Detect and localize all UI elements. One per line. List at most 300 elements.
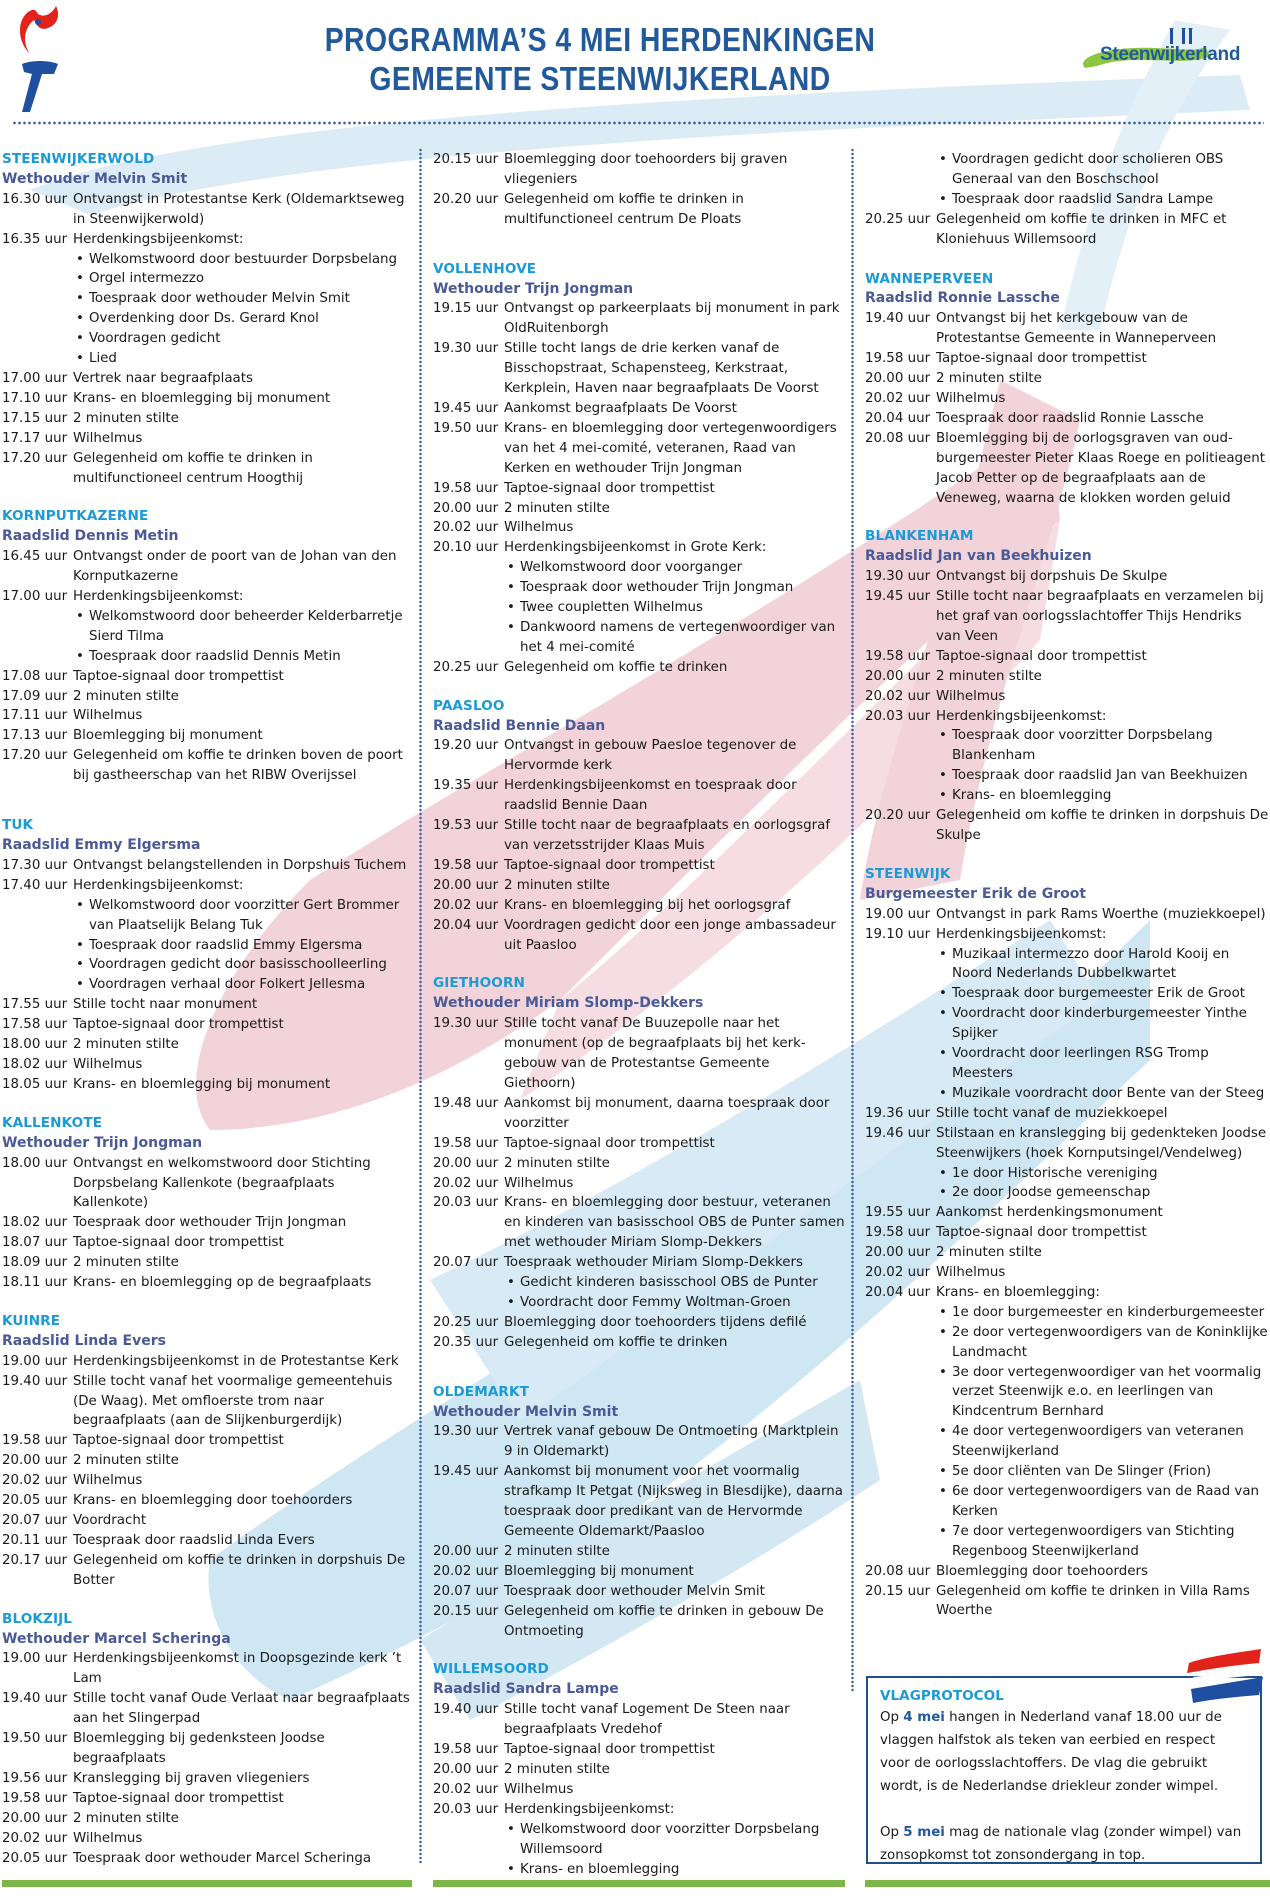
time: 20.35 uur: [433, 1334, 499, 1350]
official-heading: Raadslid Emmy Elgersma: [2, 837, 201, 853]
time: 18.07 uur: [2, 1235, 68, 1251]
bullet-item: • Lied: [73, 349, 412, 369]
program-row: [2, 1491, 412, 1511]
program-row: [433, 190, 845, 230]
description: Wilhelmus: [73, 430, 143, 446]
program-row: [865, 707, 1270, 807]
time: 19.56 uur: [2, 1770, 68, 1786]
bullet-item: • Krans- en bloemlegging: [504, 1860, 845, 1880]
program-row: [433, 518, 845, 538]
time: 20.15 uur: [433, 1603, 499, 1619]
bullet-item: • Welkomstwoord door voorganger: [504, 558, 845, 578]
program-tuk: [2, 816, 412, 1095]
time: 20.03 uur: [433, 1801, 499, 1817]
description: Wilhelmus: [936, 1265, 1006, 1281]
bullet-item: • Voordracht door Femmy Woltman-Groen: [504, 1293, 845, 1313]
bullet-list: [504, 558, 845, 658]
time: 20.04 uur: [865, 1284, 931, 1300]
description: Ontvangst op parkeerplaats bij monument in park OldRuitenborgh: [504, 301, 840, 337]
time: 19.30 uur: [433, 1424, 499, 1440]
program-row: [865, 389, 1270, 409]
bullet-list: [504, 1820, 845, 1880]
time: 19.48 uur: [433, 1095, 499, 1111]
time: 19.40 uur: [2, 1373, 68, 1389]
time: 19.20 uur: [433, 738, 499, 754]
time: 16.35 uur: [2, 231, 68, 247]
description: Bloemlegging bij monument: [73, 728, 263, 744]
time: 18.05 uur: [2, 1076, 68, 1092]
time: 20.07 uur: [2, 1513, 68, 1528]
program-row: [433, 1134, 845, 1154]
program-row: [433, 916, 845, 956]
bullet-item: • Overdenking door Ds. Gerard Knol: [73, 309, 412, 329]
program-row: [2, 726, 412, 746]
program-row: [865, 1243, 1270, 1263]
description: 2 minuten stilte: [73, 1037, 179, 1053]
description: Aankomst begraafplaats De Voorst: [504, 400, 737, 416]
bullet-item: • 5e door cliënten van De Slinger (Frion): [936, 1462, 1270, 1482]
time: 20.05 uur: [2, 1850, 68, 1866]
program-row: [865, 687, 1270, 707]
description: Vertrek naar begraafplaats: [73, 370, 253, 386]
location-heading: TUK: [2, 817, 34, 834]
time: 19.55 uur: [865, 1205, 931, 1221]
program-row: [2, 1233, 412, 1253]
program-row: [433, 499, 845, 519]
time: 19.53 uur: [433, 818, 499, 834]
description: Bloemlegging bij de oorlogsgraven van oud-burgemeester Pieter Klaas Roege en politieagent Jacob Petter op de begraafplaats aan de Veneweg, waarna de klokken worden geluid: [936, 430, 1266, 506]
time: 20.25 uur: [865, 211, 931, 227]
program-row: [433, 339, 845, 399]
bullet-item: • 7e door vertegenwoordigers van Stichting Regenboog Steenwijkerland: [936, 1522, 1270, 1562]
program-row: [2, 856, 412, 876]
description: Stille tocht vanaf het voormalige gemeentehuis (De Waag). Met omfloerste trom naar begraafplaats (aan de Slijkenburgerdijk): [73, 1373, 393, 1429]
description: 2 minuten stilte: [73, 1255, 179, 1271]
official-heading: Raadslid Ronnie Lassche: [865, 290, 1060, 307]
bullet-item: • Voordragen verhaal door Folkert Jellesma: [73, 975, 412, 995]
description: Krans- en bloemlegging:: [936, 1284, 1100, 1300]
program-row: [2, 369, 412, 389]
program-row: [865, 1203, 1270, 1223]
time: 19.58 uur: [433, 480, 499, 496]
description: Toespraak door raadslid Ronnie Lassche: [936, 410, 1204, 426]
program-row: [2, 1769, 412, 1789]
column-2: [433, 150, 845, 1898]
bullet-list: [936, 1303, 1270, 1562]
time: 19.40 uur: [433, 1702, 499, 1718]
time: 17.09 uur: [2, 688, 68, 704]
official-heading: Raadslid Dennis Metin: [2, 528, 179, 545]
time: 20.10 uur: [433, 540, 499, 556]
time: 17.00 uur: [2, 589, 68, 605]
time: 19.58 uur: [865, 351, 931, 367]
program-row: [433, 1193, 845, 1253]
time: 19.15 uur: [433, 301, 499, 317]
program-row: [2, 587, 412, 667]
time: 20.25 uur: [433, 1314, 499, 1330]
bullet-item: • Voordragen gedicht door scholieren OBS Generaal van den Boschschool: [936, 150, 1270, 190]
description: Herdenkingsbijeenkomst in de Protestantse Kerk: [73, 1353, 399, 1369]
time: 19.50 uur: [433, 420, 499, 436]
description: Voordragen gedicht door een jonge ambassadeur uit Paasloo: [504, 917, 836, 953]
column-divider-2: [851, 148, 854, 1693]
location-heading: STEENWIJKERWOLD: [2, 151, 155, 167]
time: 20.00 uur: [433, 1543, 499, 1559]
description: Stille tocht naar monument: [73, 997, 258, 1013]
program-row: [865, 409, 1270, 429]
program-row: [433, 1602, 845, 1642]
description: Ontvangst en welkomstwoord door Stichting Dorpsbelang Kallenkote (begraafplaats Kallenkote): [73, 1155, 371, 1211]
bullet-item: • Toespraak door raadslid Jan van Beekhuizen: [936, 766, 1270, 786]
program-row: [433, 1700, 845, 1740]
program-row: [433, 816, 845, 856]
description: Gelegenheid om koffie te drinken in gebouw De Ontmoeting: [504, 1603, 824, 1639]
date-highlight: 4 mei: [903, 1710, 945, 1725]
program-row: [433, 1094, 845, 1134]
time: 20.00 uur: [433, 1761, 499, 1777]
location-heading: STEENWIJK: [865, 865, 951, 882]
program-row: [2, 1352, 412, 1372]
time: 17.17 uur: [2, 430, 68, 446]
time: 16.45 uur: [2, 549, 68, 565]
description: Wilhelmus: [504, 1175, 574, 1191]
time: 19.00 uur: [865, 906, 931, 922]
time: 20.00 uur: [865, 668, 931, 684]
official-heading: Wethouder Trijn Jongman: [2, 1134, 203, 1151]
program-row: [433, 1740, 845, 1760]
description: Ontvangst onder de poort van de Johan van den Kornputkazerne: [73, 549, 397, 585]
program-giethoorn: [433, 974, 845, 1352]
time: 19.46 uur: [865, 1125, 931, 1141]
description: Vertrek vanaf gebouw De Ontmoeting (Marktplein 9 in Oldemarkt): [504, 1424, 839, 1460]
bullet-list: [73, 250, 412, 369]
title-line-1: PROGRAMMA’S 4 MEI HERDENKINGEN: [324, 21, 876, 58]
description: Herdenkingsbijeenkomst:: [73, 877, 244, 893]
program-row: [433, 479, 845, 499]
time: 20.00 uur: [2, 1810, 68, 1826]
bullet-item: • Orgel intermezzo: [73, 269, 412, 289]
time: 17.20 uur: [2, 748, 68, 764]
program-row: [2, 667, 412, 687]
time: 18.00 uur: [2, 1155, 68, 1171]
time: 20.02 uur: [433, 897, 499, 913]
time: 19.58 uur: [2, 1433, 68, 1449]
description: Gelegenheid om koffie te drinken boven de poort bij gastheerschap van het RIBW Overijssel: [73, 748, 403, 784]
description: Toespraak door wethouder Melvin Smit: [504, 1583, 765, 1599]
description: Gelegenheid om koffie te drinken: [504, 659, 728, 675]
description: Wilhelmus: [73, 1830, 143, 1846]
time: 17.11 uur: [2, 708, 68, 724]
program-row: [2, 1372, 412, 1432]
location-heading: KUINRE: [2, 1312, 61, 1329]
program-row: [865, 567, 1270, 587]
description: Ontvangst bij het kerkgebouw van de Protestantse Gemeente in Wanneperveen: [936, 311, 1217, 347]
time: 17.58 uur: [2, 1017, 68, 1033]
description: 2 minuten stilte: [504, 1155, 610, 1171]
time: 19.30 uur: [433, 341, 499, 357]
bullet-list: [73, 896, 412, 996]
program-row: [2, 1829, 412, 1849]
program-row: [2, 1531, 412, 1551]
program-row: [433, 736, 845, 776]
description: Taptoe-signaal door trompettist: [73, 668, 284, 684]
program-row: [2, 389, 412, 409]
description: Krans- en bloemlegging bij monument: [73, 1076, 331, 1092]
program-row: [865, 905, 1270, 925]
description: Krans- en bloemlegging door vertegenwoordigers van het 4 mei-comité, veteranen, Raad van Kerken en wethouder Trijn Jongman: [504, 420, 837, 476]
description: Gelegenheid om koffie te drinken in multifunctioneel centrum De Ploats: [504, 191, 744, 227]
official-heading: Raadslid Bennie Daan: [433, 717, 606, 734]
description: Krans- en bloemlegging door toehoorders: [73, 1493, 353, 1509]
description: Gelegenheid om koffie te drinken in dorpshuis De Skulpe: [936, 808, 1269, 843]
bullet-item: • 6e door vertegenwoordigers van de Raad van Kerken: [936, 1482, 1270, 1522]
column-divider-1: [419, 148, 422, 1863]
time: 20.07 uur: [433, 1583, 499, 1599]
description: Taptoe-signaal door trompettist: [936, 351, 1147, 367]
torch-flame-logo-icon: [8, 2, 68, 114]
bullet-item: • Toespraak door raadslid Dennis Metin: [73, 647, 412, 667]
description: Wilhelmus: [73, 1056, 143, 1072]
description: Krans- en bloemlegging bij monument: [73, 390, 331, 406]
time: 19.40 uur: [2, 1691, 68, 1707]
description: 2 minuten stilte: [73, 1810, 179, 1826]
official-heading: Burgemeester Erik de Groot: [865, 885, 1087, 902]
flag-protocol-paragraph-2: [880, 1821, 1248, 1867]
program-row: [2, 876, 412, 995]
program-row: [433, 1542, 845, 1562]
program-row: [865, 1124, 1270, 1204]
program-row: [433, 1562, 845, 1582]
description: Wilhelmus: [73, 1473, 143, 1489]
description: Bloemlegging bij monument: [504, 1563, 694, 1579]
program-row: [433, 1014, 845, 1094]
time: 20.00 uur: [865, 1245, 931, 1261]
program-row: [433, 399, 845, 419]
official-heading: Wethouder Melvin Smit: [433, 1403, 619, 1420]
time: 20.00 uur: [2, 1453, 68, 1469]
time: 20.11 uur: [2, 1532, 68, 1548]
program-row: [2, 1511, 412, 1531]
description: Stilstaan en kranslegging bij gedenkteken Joodse Steenwijkers (hoek Kornputsingel/Vendelweg): [936, 1125, 1267, 1161]
time: 19.36 uur: [865, 1105, 931, 1121]
time: 20.20 uur: [865, 808, 931, 824]
time: 19.45 uur: [433, 1464, 499, 1480]
official-heading: Wethouder Miriam Slomp-Dekkers: [433, 995, 704, 1012]
bullet-item: • Toespraak door raadslid Emmy Elgersma: [73, 936, 412, 956]
time: 18.11 uur: [2, 1275, 68, 1291]
program-row: [433, 1760, 845, 1780]
text: Op: [880, 1710, 904, 1725]
bullet-item: • Welkomstwoord door bestuurder Dorpsbelang: [73, 250, 412, 270]
time: 17.15 uur: [2, 410, 68, 426]
time: 20.05 uur: [2, 1493, 68, 1509]
date-highlight: 5 mei: [903, 1825, 945, 1840]
description: Krans- en bloemlegging op de begraafplaats: [73, 1275, 372, 1291]
time: 20.07 uur: [433, 1255, 499, 1271]
description: Taptoe-signaal door trompettist: [504, 857, 715, 873]
time: 20.02 uur: [2, 1473, 68, 1489]
description: Stille tocht naar begraafplaats en verzamelen bij het graf van oorlogsslachtoffer Thijs Hendriks van Veen: [936, 589, 1264, 644]
time: 20.03 uur: [433, 1195, 499, 1211]
program-kornputkazerne: [2, 507, 412, 786]
bullet-list: [936, 1164, 1270, 1204]
program-row: [433, 658, 845, 678]
bullet-item: • 1e door Historische vereniging: [936, 1164, 1270, 1184]
program-row: [865, 1104, 1270, 1124]
program-row: [433, 1462, 845, 1542]
time: 17.08 uur: [2, 668, 68, 684]
program-row: [865, 150, 1270, 210]
description: Herdenkingsbijeenkomst in Doopsgezinde kerk ’t Lam: [73, 1651, 402, 1687]
program-row: [433, 299, 845, 339]
description: Stille tocht naar de begraafplaats en oorlogsgraf van verzetsstrijder Klaas Muis: [504, 818, 831, 853]
description: Herdenkingsbijeenkomst in Grote Kerk:: [504, 540, 767, 556]
time: 20.25 uur: [433, 659, 499, 675]
time: 20.02 uur: [865, 390, 931, 406]
time: 18.00 uur: [2, 1037, 68, 1053]
description: Herdenkingsbijeenkomst:: [73, 231, 244, 247]
bullet-list: [936, 150, 1270, 210]
program-row: [865, 309, 1270, 349]
description: Stille tocht vanaf de muziekkoepel: [936, 1105, 1168, 1121]
time: 20.04 uur: [433, 917, 499, 933]
time: 20.00 uur: [433, 500, 499, 516]
program-row: [2, 1154, 412, 1214]
description: Toespraak door wethouder Marcel Scheringa: [73, 1850, 372, 1866]
program-row: [2, 1273, 412, 1293]
description: Bloemlegging door toehoorders: [936, 1563, 1148, 1579]
official-heading: Wethouder Trijn Jongman: [433, 280, 634, 297]
program-row: [433, 896, 845, 916]
program-row: [433, 1800, 845, 1880]
program-row: [2, 1253, 412, 1273]
description: 2 minuten stilte: [73, 1453, 179, 1469]
time: 20.17 uur: [2, 1552, 68, 1568]
program-blankenham: [865, 527, 1270, 846]
time: 19.45 uur: [865, 589, 931, 605]
description: Ontvangst belangstellenden in Dorpshuis Tuchem: [73, 857, 407, 873]
bullet-item: • Welkomstwoord door voorzitter Gert Brommer van Plaatselijk Belang Tuk: [73, 896, 412, 936]
time: 18.02 uur: [2, 1056, 68, 1072]
program-row: [2, 409, 412, 429]
bullet-list: [936, 945, 1270, 1104]
time: 17.13 uur: [2, 728, 68, 744]
bullet-item: • Voordragen gedicht door basisschoolleerling: [73, 955, 412, 975]
time: 20.04 uur: [865, 410, 931, 426]
official-heading: Wethouder Melvin Smit: [2, 170, 188, 187]
header-dotted-divider: [12, 121, 1264, 125]
program-row: [2, 1015, 412, 1035]
description: Gelegenheid om koffie te drinken in dorpshuis De Botter: [73, 1552, 406, 1588]
bullet-item: • 2e door Joodse gemeenschap: [936, 1183, 1270, 1203]
description: Toespraak door wethouder Trijn Jongman: [73, 1215, 347, 1231]
time: 18.09 uur: [2, 1255, 68, 1271]
description: Taptoe-signaal door trompettist: [73, 1235, 284, 1251]
program-blokzijl-continued: [433, 150, 845, 230]
column-1: [2, 150, 412, 1887]
time: 20.00 uur: [433, 1155, 499, 1171]
description: Toespraak door raadslid Linda Evers: [73, 1532, 315, 1548]
description: Herdenkingsbijeenkomst en toespraak door raadslid Bennie Daan: [504, 778, 797, 814]
footer-green-bar: [865, 1880, 1270, 1887]
program-steenwijk: [865, 865, 1270, 1621]
program-row: [433, 538, 845, 657]
program-row: [433, 150, 845, 190]
description: Ontvangst bij dorpshuis De Skulpe: [936, 569, 1168, 585]
bullet-item: • Toespraak door voorzitter Dorpsbelang Blankenham: [936, 726, 1270, 766]
description: 2 minuten stilte: [73, 410, 179, 426]
bullet-item: • Muzikaal intermezzo door Harold Kooij en Noord Nederlands Dubbelkwartet: [936, 945, 1270, 985]
bullet-item: • 1e door burgemeester en kinderburgemeester: [936, 1303, 1270, 1323]
description: 2 minuten stilte: [504, 500, 610, 516]
time: 20.02 uur: [2, 1830, 68, 1846]
time: 17.00 uur: [2, 370, 68, 386]
description: Taptoe-signaal door trompettist: [504, 480, 715, 496]
time: 17.55 uur: [2, 997, 68, 1013]
program-steenwijkerwold: [2, 150, 412, 488]
text: Op: [880, 1825, 904, 1840]
time: 19.58 uur: [433, 1742, 499, 1758]
program-row: [2, 1075, 412, 1095]
description: Herdenkingsbijeenkomst:: [936, 708, 1107, 724]
description: Voordracht: [73, 1513, 147, 1528]
program-row: [433, 876, 845, 896]
description: 2 minuten stilte: [936, 371, 1042, 387]
page-header: [0, 0, 1270, 130]
time: 16.30 uur: [2, 191, 68, 207]
time: 20.15 uur: [433, 152, 499, 167]
program-paasloo: [433, 697, 845, 956]
text: mag de nationale vlag (zonder wimpel) van zonsopkomst tot zonsondergang in top.: [880, 1825, 1242, 1863]
description: Taptoe-signaal door trompettist: [504, 1135, 715, 1151]
program-row: [2, 449, 412, 489]
program-row: [2, 1055, 412, 1075]
time: 20.02 uur: [865, 688, 931, 704]
column-3: [865, 150, 1270, 1640]
time: 19.45 uur: [433, 400, 499, 416]
time: 19.30 uur: [865, 569, 931, 585]
bullet-list: [936, 726, 1270, 806]
program-row: [433, 1582, 845, 1602]
description: Bloemlegging door toehoorders bij graven vliegeniers: [504, 152, 788, 187]
bullet-item: • 3e door vertegenwoordiger van het voormalig verzet Steenwijk e.o. en leerlingen van Kindcentrum Bernhard: [936, 1363, 1270, 1423]
program-row: [865, 806, 1270, 846]
program-row: [2, 1729, 412, 1769]
program-row: [2, 1849, 412, 1869]
description: Taptoe-signaal door trompettist: [504, 1742, 715, 1758]
description: Aankomst bij monument voor het voormalig strafkamp It Petgat (Nijksweg in Blesdijke), daarna toespraak door predikant van de Hervormde Gemeente Oldemarkt/Paasloo: [504, 1464, 843, 1539]
description: 2 minuten stilte: [936, 668, 1042, 684]
program-row: [865, 429, 1270, 509]
description: Stille tocht vanaf Oude Verlaat naar begraafplaats aan het Slingerpad: [73, 1691, 410, 1727]
time: 20.02 uur: [433, 1175, 499, 1191]
program-row: [433, 1313, 845, 1333]
time: 17.10 uur: [2, 390, 68, 406]
time: 19.58 uur: [865, 648, 931, 664]
time: 17.40 uur: [2, 877, 68, 893]
description: Toespraak wethouder Miriam Slomp-Dekkers: [504, 1255, 803, 1271]
program-row: [865, 210, 1270, 250]
description: Ontvangst in park Rams Woerthe (muziekkoepel): [936, 906, 1266, 922]
time: 19.00 uur: [2, 1353, 68, 1369]
page-title: [299, 20, 901, 98]
official-heading: Raadslid Jan van Beekhuizen: [865, 548, 1092, 565]
location-heading: OLDEMARKT: [433, 1383, 530, 1400]
program-row: [2, 1789, 412, 1809]
location-heading: WANNEPERVEEN: [865, 270, 994, 287]
description: Taptoe-signaal door trompettist: [936, 648, 1147, 664]
program-row: [2, 429, 412, 449]
